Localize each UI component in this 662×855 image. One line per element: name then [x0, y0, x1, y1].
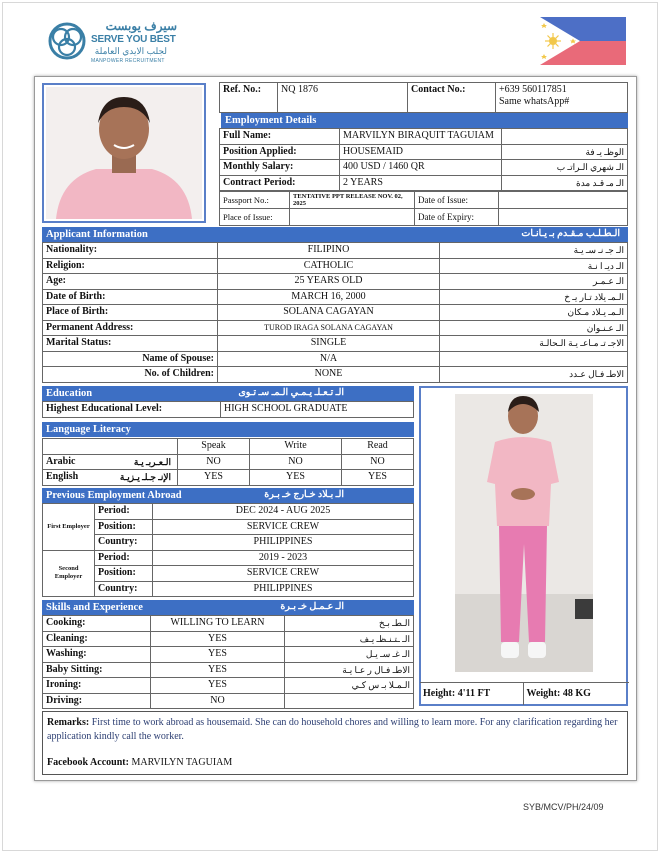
skills-row [43, 631, 414, 647]
education-label: Highest Educational Level: [43, 402, 221, 418]
employment-header: Employment Details [221, 113, 628, 128]
education-value: HIGH SCHOOL GRADUATE [221, 402, 414, 418]
skills-row [43, 678, 414, 694]
previous-employment-row [43, 504, 414, 520]
language-name-cell [43, 454, 178, 470]
facebook-value: MARVILYN TAGUIAM [131, 757, 233, 768]
logo-tagline: MANPOWER RECRUITMENT [91, 58, 165, 64]
issue-date-value [499, 192, 628, 209]
applicant-label: Age: [43, 274, 218, 290]
language-name-ar: الـعـربـ يـة [133, 456, 171, 467]
applicant-row [43, 258, 628, 274]
skill-value: YES [151, 631, 285, 647]
place-issue-value [290, 209, 415, 226]
contact-value: +639 560117851 [499, 84, 567, 95]
issue-date-label: Date of Issue: [415, 192, 499, 209]
cv-sheet [34, 76, 637, 781]
profile-photo [46, 87, 202, 219]
skill-value: YES [151, 678, 285, 694]
skill-label-ar: الـمـلا بـ س كـي [285, 678, 414, 694]
skill-label-ar: الاطـ فـال ر عـا يـة [285, 662, 414, 678]
previous-field-value: SERVICE CREW [153, 566, 414, 582]
applicant-label-ar: الـمـ يـلاد مـكان [440, 305, 628, 321]
language-value: YES [342, 470, 414, 486]
place-issue-label: Place of Issue: [220, 209, 290, 226]
language-table [42, 438, 414, 486]
skill-value: WILLING TO LEARN [151, 616, 285, 632]
previous-field-label: Period: [95, 504, 153, 520]
facebook-account [47, 756, 232, 770]
remarks-label: Remarks: [47, 717, 90, 728]
weight-cell [523, 683, 629, 705]
applicant-value: MARCH 16, 2000 [218, 289, 440, 305]
applicant-row [43, 320, 628, 336]
skills-title: Skills and Experience [46, 602, 143, 613]
full-body-illustration-icon [455, 394, 593, 672]
skill-value: YES [151, 662, 285, 678]
employer-label: First Employer [43, 504, 95, 551]
skills-table [42, 615, 414, 709]
previous-field-value: SERVICE CREW [153, 519, 414, 535]
previous-field-value: PHILIPPINES [153, 581, 414, 597]
portrait-illustration-icon [46, 87, 202, 219]
skill-label: Washing: [43, 647, 151, 663]
applicant-label: Nationality: [43, 243, 218, 259]
applicant-label-ar: الـ عـنـوان [440, 320, 628, 336]
employment-label: Full Name: [220, 129, 340, 145]
employment-value: MARVILYN BIRAQUIT TAGUIAM [340, 129, 502, 145]
applicant-title-ar: الـطـلـب مـقـدم بـ يـانـات [521, 229, 620, 239]
skill-label-ar: الـ غـ سـ يـل [285, 647, 414, 663]
passport-value: TENTATIVE PPT RELEASE NOV. 02, 2025 [290, 192, 415, 209]
education-title: Education [46, 388, 93, 399]
language-value: NO [342, 454, 414, 470]
employer-label: Second Employer [43, 550, 95, 597]
employment-value: HOUSEMAID [340, 144, 502, 160]
applicant-label: Marital Status: [43, 336, 218, 352]
previous-field-value: 2019 - 2023 [153, 550, 414, 566]
previous-title: Previous Employment Abroad [46, 490, 182, 501]
previous-field-value: PHILIPPINES [153, 535, 414, 551]
applicant-label-ar: الاطـ فـال عـدد [440, 367, 628, 383]
applicant-row [43, 243, 628, 259]
skills-header [42, 600, 414, 615]
applicant-table [42, 242, 628, 383]
previous-title-ar: الـ بـلاد خـارج خـ بـرة [264, 490, 344, 500]
logo-arabic-sub: لجلب الايدي العاملة [94, 46, 167, 56]
remarks [47, 716, 623, 744]
skills-row [43, 616, 414, 632]
full-body-photo [455, 394, 593, 672]
applicant-label-ar [440, 351, 628, 367]
language-header: Language Literacy [42, 422, 414, 437]
ref-label: Ref. No.: [220, 83, 278, 113]
skill-label: Cleaning: [43, 631, 151, 647]
applicant-label: Religion: [43, 258, 218, 274]
write-header: Write [250, 439, 342, 455]
skill-value: NO [151, 693, 285, 709]
language-name: English [46, 471, 79, 483]
passport-table [219, 191, 628, 226]
weight-label: Weight: [526, 687, 561, 699]
employment-row [220, 160, 628, 176]
applicant-value: N/A [218, 351, 440, 367]
skills-row [43, 693, 414, 709]
speak-header: Speak [178, 439, 250, 455]
contact-label: Contact No.: [408, 83, 496, 113]
contact-cell [496, 83, 628, 113]
language-row [43, 470, 414, 486]
language-name-cell [43, 470, 178, 486]
previous-employment-row [43, 581, 414, 597]
applicant-label-ar: الـ جـ نـ سـ يـة [440, 243, 628, 259]
applicant-row [43, 367, 628, 383]
skill-label-ar [285, 693, 414, 709]
previous-employment-row [43, 519, 414, 535]
previous-field-label: Position: [95, 519, 153, 535]
employment-label: Position Applied: [220, 144, 340, 160]
applicant-label: Name of Spouse: [43, 351, 218, 367]
skill-label: Cooking: [43, 616, 151, 632]
logo-arabic: سيرف يوبست [105, 19, 177, 33]
language-value: YES [250, 470, 342, 486]
employment-table [219, 128, 628, 191]
language-row [43, 454, 414, 470]
previous-field-label: Country: [95, 581, 153, 597]
applicant-header [42, 227, 628, 242]
reference-table [219, 82, 628, 113]
employment-value: 2 YEARS [340, 175, 502, 191]
education-title-ar: الـ تـعـلـ يـمـي الـمـ سـ تـوى [238, 388, 344, 398]
remarks-box [42, 711, 628, 775]
skill-label-ar: الـ ـتـنـظـ يـف [285, 631, 414, 647]
employment-label-ar [502, 129, 628, 145]
company-logo [47, 19, 177, 67]
employment-label-ar: الوظـ يـ فة [502, 144, 628, 160]
education-header [42, 386, 414, 401]
passport-label: Passport No.: [220, 192, 290, 209]
skills-row [43, 647, 414, 663]
applicant-row [43, 289, 628, 305]
applicant-value: SOLANA CAGAYAN [218, 305, 440, 321]
previous-employment-header [42, 488, 414, 503]
remarks-text: First time to work abroad as housemaid. She can do household chores and willing to learn more. For any clarification regarding her application kindly call the worker. [47, 717, 618, 742]
applicant-label: No. of Children: [43, 367, 218, 383]
applicant-value: 25 YEARS OLD [218, 274, 440, 290]
language-name: Arabic [46, 455, 76, 467]
language-value: NO [250, 454, 342, 470]
previous-employment-table [42, 503, 414, 597]
expiry-label: Date of Expiry: [415, 209, 499, 226]
full-body-photo-frame [419, 386, 628, 706]
applicant-row [43, 305, 628, 321]
previous-employment-row [43, 550, 414, 566]
applicant-row [43, 351, 628, 367]
language-value: NO [178, 454, 250, 470]
applicant-label-ar: الـ ديـ ا نـة [440, 258, 628, 274]
skill-label: Driving: [43, 693, 151, 709]
previous-field-label: Period: [95, 550, 153, 566]
skill-label: Baby Sitting: [43, 662, 151, 678]
measurements-table [420, 682, 629, 705]
employment-row [220, 144, 628, 160]
skills-row [43, 662, 414, 678]
applicant-label-ar: الاجـ تـ مـاعـ يـة الـحالـة [440, 336, 628, 352]
applicant-value: NONE [218, 367, 440, 383]
height-cell [420, 683, 523, 705]
applicant-value: SINGLE [218, 336, 440, 352]
language-value: YES [178, 470, 250, 486]
language-corner [43, 439, 178, 455]
applicant-label-ar: الـمـ يلاد تـار يـ خ [440, 289, 628, 305]
employment-row [220, 129, 628, 145]
height-value: 4'11 FT [457, 687, 491, 699]
previous-field-value: DEC 2024 - AUG 2025 [153, 504, 414, 520]
expiry-value [499, 209, 628, 226]
applicant-title: Applicant Information [46, 229, 148, 240]
applicant-row [43, 274, 628, 290]
applicant-value: TUROD IRAGA SOLANA CAGAYAN [218, 320, 440, 336]
skill-label-ar: الـطـ بـخ [285, 616, 414, 632]
employment-label: Monthly Salary: [220, 160, 340, 176]
previous-field-label: Position: [95, 566, 153, 582]
weight-value: 48 KG [562, 687, 591, 699]
logo-name: SERVE YOU BEST [91, 34, 176, 45]
applicant-label-ar: الـ عـمـر [440, 274, 628, 290]
facebook-label: Facebook Account: [47, 757, 129, 768]
applicant-value: FILIPINO [218, 243, 440, 259]
previous-employment-row [43, 535, 414, 551]
page [2, 2, 658, 851]
applicant-value: CATHOLIC [218, 258, 440, 274]
footer-code: SYB/MCV/PH/24/09 [523, 802, 604, 812]
applicant-label: Date of Birth: [43, 289, 218, 305]
skills-title-ar: الـ عـمـل خـ بـرة [280, 602, 344, 612]
skill-value: YES [151, 647, 285, 663]
ref-value: NQ 1876 [278, 83, 408, 113]
previous-field-label: Country: [95, 535, 153, 551]
education-table [42, 401, 414, 418]
height-label: Height: [423, 687, 456, 699]
employment-value: 400 USD / 1460 QR [340, 160, 502, 176]
language-name-ar: الإنـ جـلـ يـزيـة [119, 472, 171, 483]
applicant-label: Permanent Address: [43, 320, 218, 336]
employment-label-ar: الـ شهري الـراتـ ب [502, 160, 628, 176]
skill-label: Ironing: [43, 678, 151, 694]
employment-label: Contract Period: [220, 175, 340, 191]
philippine-flag-icon [540, 17, 626, 65]
applicant-label: Place of Birth: [43, 305, 218, 321]
profile-photo-frame [42, 83, 206, 223]
previous-employment-row [43, 566, 414, 582]
read-header: Read [342, 439, 414, 455]
logo-knot-icon [47, 21, 87, 61]
applicant-row [43, 336, 628, 352]
contact-note: Same whatsApp# [499, 96, 570, 107]
employment-label-ar: الـ مـ قـد مدة [502, 175, 628, 191]
employment-row [220, 175, 628, 191]
